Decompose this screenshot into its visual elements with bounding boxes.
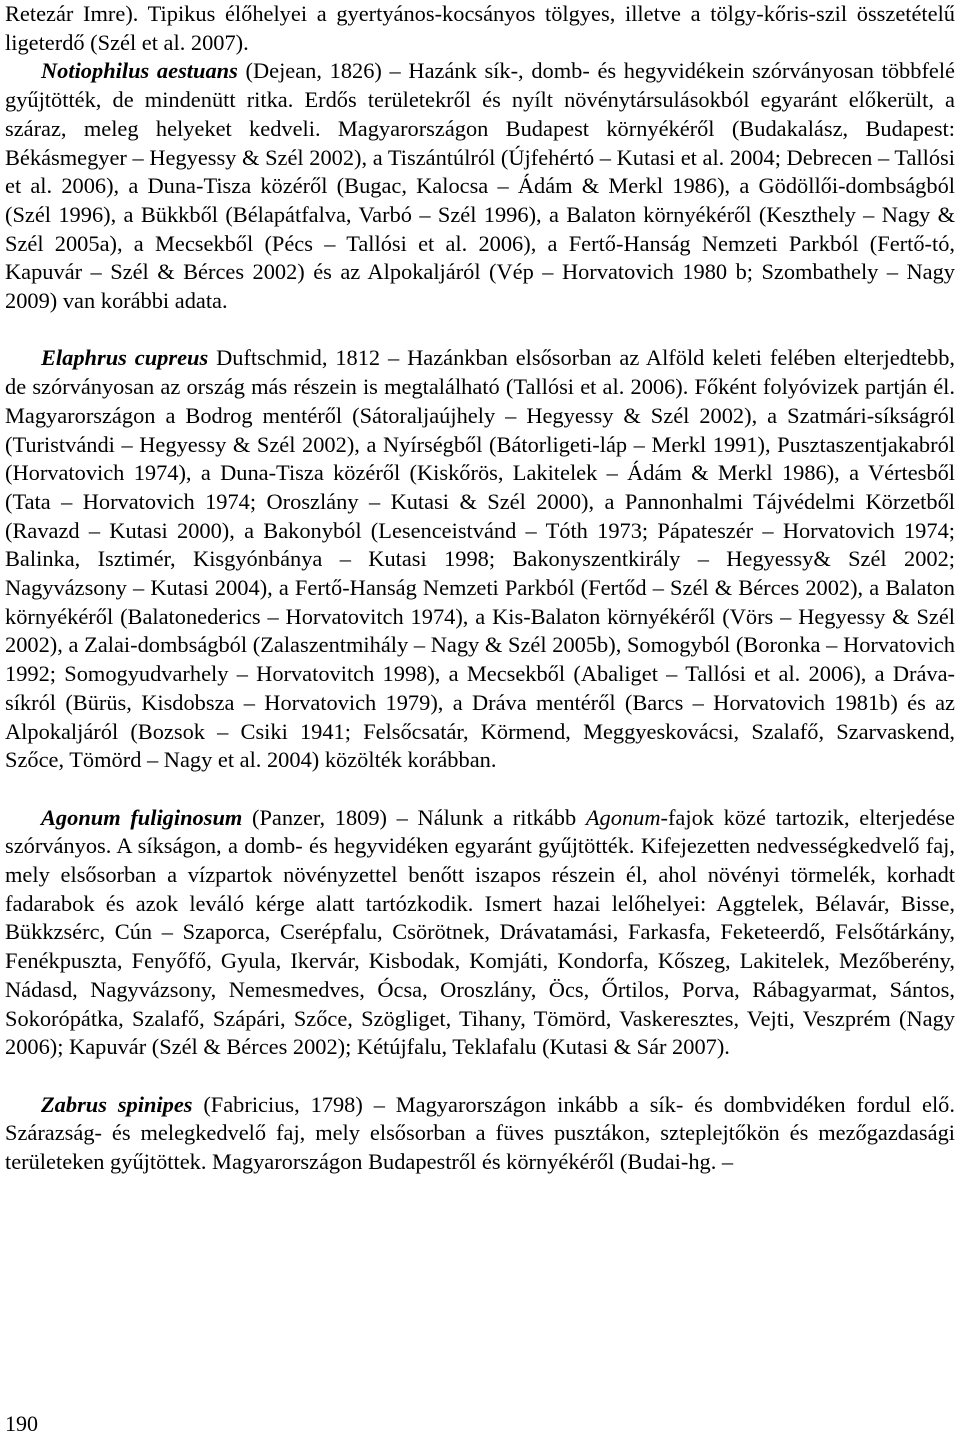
- paragraph: [5, 57, 955, 315]
- species-name: Notiophilus aestuans: [41, 58, 238, 84]
- page-number: 190: [5, 1411, 38, 1436]
- text-run: Duftschmid, 1812 – Hazánkban elsősorban az Alföld keleti felében elterjedtebb, de szórványosan az ország más részein is megtalálható (Tallósi et al. 2006). Főként folyóvizek partján él. Magyarországon a Bodrog mentéről (Sátoraljaújhely – Hegyessy & Szél 2002), a Szatmári-síkságról (Turistvándi – Hegyessy & Szél 2002), a Nyírségből (Bátorligeti-láp – Merkl 1991), Pusztaszentjakabról (Horvatovich 1974), a Duna-Tisza közéről (Kiskőrös, Lakitelek – Ádám & Merkl 1986), a Vértesből (Tata – Horvatovich 1974; Oroszlány – Kutasi & Szél 2000), a Pannonhalmi Tájvédelmi Körzetből (Ravazd – Kutasi 2000), a Bakonyból (Lesenceistvánd – Tóth 1973; Pápateszér – Horvatovich 1974; Balinka, Isztimér, Kisgyónbánya – Kutasi 1998; Bakonyszentkirály – Hegyessy& Szél 2002; Nagyvázsony – Kutasi 2004), a Fertő-Hanság Nemzeti Parkból (Fertőd – Szél & Bérces 2002), a Balaton környékéről (Balatonederics – Horvatovitch 1974), a Kis-Balaton környékéről (Vörs – Hegyessy & Szél 2002), a Zalai-dombságból (Zalaszentmihály – Nagy & Szél 2005b), Somogyból (Boronka – Horvatovich 1992; Somogyudvarhely – Horvatovitch 1998), a Mecsekből (Abaliget – Tallósi et al. 2006), a Dráva-síkról (Bürüs, Kisdobsza – Horvatovich 1979), a Dráva mentéről (Barcs – Horvatovich 1981b) és az Alpokaljáról (Bozsok – Csiki 1941; Felsőcsatár, Körmend, Meggyeskovácsi, Szalafő, Szarvaskend, Szőce, Tömörd – Nagy et al. 2004) közölték korábban.: [5, 345, 955, 773]
- text-run: (Dejean, 1826) – Hazánk sík-, domb- és hegyvidékein szórványosan többfelé gyűjtötték, de mindenütt ritka. Erdős területekről és nyílt növénytársulásokból egyaránt előkerült, a száraz, meleg helyeket kedveli. Magyarországon Budapest környékéről (Budakalász, Budapest: Békásmegyer – Hegyessy & Szél 2002), a Tiszántúlról (Újfehértó – Kutasi et al. 2004; Debrecen – Tallósi et al. 2006), a Duna-Tisza közéről (Bugac, Kalocsa – Ádám & Merkl 1986), a Gödöllői-dombságból (Szél 1996), a Bükkből (Bélapátfalva, Varbó – Szél 1996), a Balaton környékéről (Keszthely – Nagy & Szél 2005a), a Mecsekből (Pécs – Tallósi et al. 2006), a Fertő-Hanság Nemzeti Parkból (Fertő-tó, Kapuvár – Szél & Bérces 2002) és az Alpokaljáról (Vép – Horvatovich 1980 b; Szombathely – Nagy 2009) van korábbi adata.: [5, 58, 955, 314]
- paragraph: [5, 804, 955, 1062]
- paragraph: [5, 1091, 955, 1177]
- paragraph: [5, 0, 955, 57]
- species-name: Agonum fuliginosum: [41, 804, 243, 830]
- species-name: Zabrus spinipes: [41, 1091, 193, 1117]
- paragraph: [5, 344, 955, 775]
- text-run: (Panzer, 1809) – Nálunk a ritkább: [242, 804, 586, 830]
- genus-name: Agonum: [585, 804, 661, 830]
- body-text: [5, 0, 955, 1177]
- text-run: (Fabricius, 1798) – Magyarországon inkább a sík- és dombvidéken fordul elő. Szárazság- és melegkedvelő faj, mely elsősorban a füves pusztákon, szteplejtőkön és mezőgazdasági területeken gyűjtöttek. Magyarországon Budapestről és környékéről (Budai-hg. –: [5, 1091, 955, 1175]
- text-run: Retezár Imre). Tipikus élőhelyei a gyertyános-kocsányos tölgyes, illetve a tölgy-kőris-szil összetételű ligeterdő (Szél et al. 2007).: [5, 1, 955, 55]
- species-name: Elaphrus cupreus: [41, 345, 209, 371]
- text-run: -fajok közé tartozik, elterjedése szórványos. A síkságon, a domb- és hegyvidéken egyaránt gyűjtötték. Kifejezetten nedvességkedvelő faj, mely elsősorban a vízpartok növényzettel benőtt iszapos részein él, ahol növényi törmelék, korhadt fadarabok és azok leváló kérge alatt tartózkodik. Ismert hazai lelőhelyei: Aggtelek, Bélavár, Bisse, Bükkzsérc, Cún – Szaporca, Cserépfalu, Csörötnek, Drávatamási, Farkasfa, Feketeerdő, Felsőtárkány, Fenékpuszta, Fenyőfő, Gyula, Ikervár, Kisbodak, Komjáti, Kondorfa, Kőszeg, Lakitelek, Mezőberény, Nádasd, Nagyvázsony, Nemesmedves, Ócsa, Oroszlány, Öcs, Őrtilos, Porva, Rábagyarmat, Sántos, Sokorópátka, Szalafő, Szápári, Szőce, Szögliget, Tihany, Tömörd, Vaskeresztes, Vejti, Veszprém (Nagy 2006); Kapuvár (Szél & Bérces 2002); Kétújfalu, Teklafalu (Kutasi & Sár 2007).: [5, 804, 955, 1060]
